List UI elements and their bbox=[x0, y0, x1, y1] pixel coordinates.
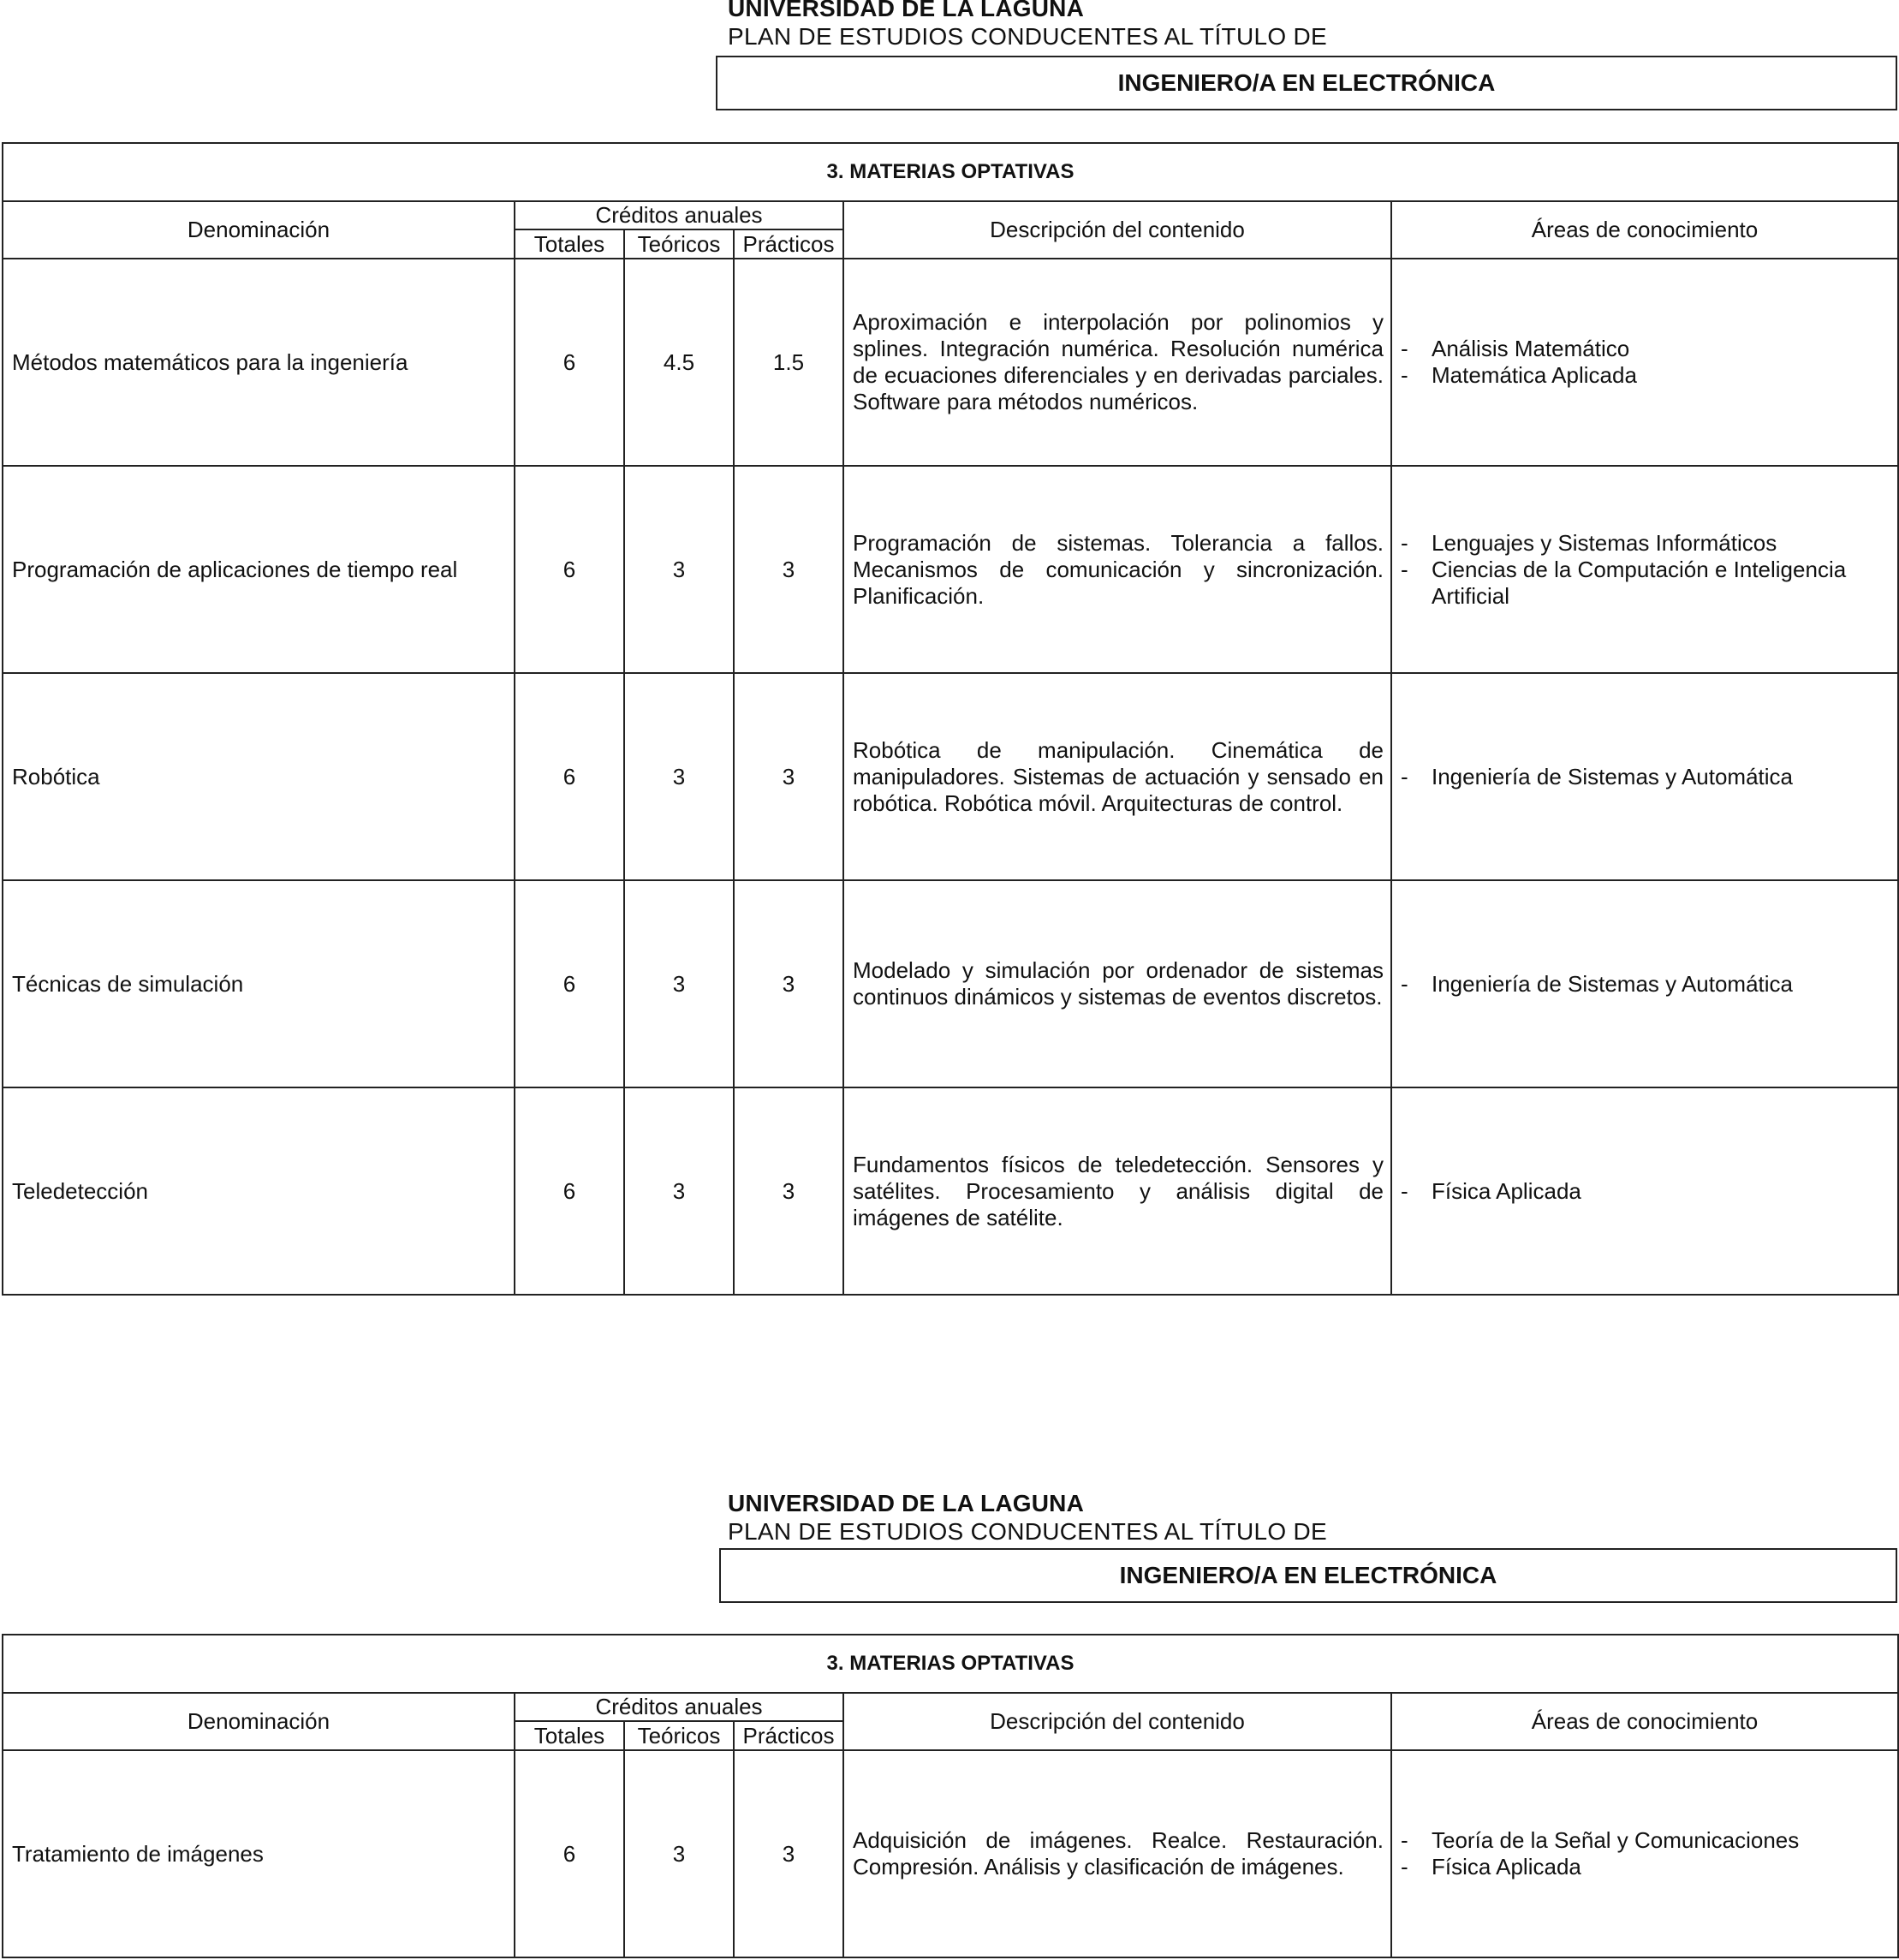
subject-description: Fundamentos físicos de teledetección. Sensores y satélites. Procesamiento y análisis digital de imágenes de satélite. bbox=[843, 1087, 1391, 1295]
col-creditos: Créditos anuales bbox=[515, 201, 843, 229]
subject-description: Robótica de manipulación. Cinemática de manipuladores. Sistemas de actuación y sensado en robótica. Robótica móvil. Arquitecturas de control. bbox=[843, 673, 1391, 880]
table-row bbox=[3, 1750, 1898, 1957]
subject-name: Programación de aplicaciones de tiempo real bbox=[3, 466, 515, 673]
credits-practice: 3 bbox=[734, 880, 843, 1087]
credits-theory: 3 bbox=[624, 673, 734, 880]
area-item: - Análisis Matemático bbox=[1401, 336, 1897, 362]
degree-title: INGENIERO/A EN ELECTRÓNICA bbox=[716, 56, 1897, 110]
credits-total: 6 bbox=[515, 1087, 624, 1295]
credits-theory: 3 bbox=[624, 466, 734, 673]
col-descripcion: Descripción del contenido bbox=[843, 201, 1391, 259]
subject-name: Teledetección bbox=[3, 1087, 515, 1295]
credits-total: 6 bbox=[515, 259, 624, 466]
credits-practice: 3 bbox=[734, 673, 843, 880]
subject-description: Programación de sistemas. Tolerancia a fallos. Mecanismos de comunicación y sincronización. Planificación. bbox=[843, 466, 1391, 673]
col-areas: Áreas de conocimiento bbox=[1391, 201, 1898, 259]
credits-theory: 4.5 bbox=[624, 259, 734, 466]
col-denominacion: Denominación bbox=[3, 1693, 515, 1750]
subjects-table bbox=[2, 142, 1899, 1296]
knowledge-areas bbox=[1391, 1087, 1898, 1295]
university-name: UNIVERSIDAD DE LA LAGUNA bbox=[728, 0, 1084, 21]
col-teoricos: Teóricos bbox=[624, 229, 734, 259]
credits-total: 6 bbox=[515, 880, 624, 1087]
subjects-table bbox=[2, 1634, 1899, 1958]
area-item: - Ciencias de la Computación e Inteligencia Artificial bbox=[1401, 557, 1897, 610]
subject-name: Tratamiento de imágenes bbox=[3, 1750, 515, 1957]
table-row bbox=[3, 259, 1898, 466]
section-title: 3. MATERIAS OPTATIVAS bbox=[3, 1635, 1898, 1693]
area-item: - Ingeniería de Sistemas y Automática bbox=[1401, 764, 1897, 790]
col-totales: Totales bbox=[515, 1721, 624, 1750]
credits-theory: 3 bbox=[624, 880, 734, 1087]
col-teoricos: Teóricos bbox=[624, 1721, 734, 1750]
knowledge-areas bbox=[1391, 880, 1898, 1087]
col-descripcion: Descripción del contenido bbox=[843, 1693, 1391, 1750]
area-item: - Física Aplicada bbox=[1401, 1178, 1897, 1205]
credits-theory: 3 bbox=[624, 1087, 734, 1295]
col-denominacion: Denominación bbox=[3, 201, 515, 259]
credits-practice: 1.5 bbox=[734, 259, 843, 466]
knowledge-areas bbox=[1391, 1750, 1898, 1957]
degree-title: INGENIERO/A EN ELECTRÓNICA bbox=[719, 1548, 1897, 1603]
area-item: - Lenguajes y Sistemas Informáticos bbox=[1401, 530, 1897, 557]
credits-total: 6 bbox=[515, 1750, 624, 1957]
table-row bbox=[3, 1087, 1898, 1295]
section-title: 3. MATERIAS OPTATIVAS bbox=[3, 143, 1898, 201]
col-areas: Áreas de conocimiento bbox=[1391, 1693, 1898, 1750]
university-name: UNIVERSIDAD DE LA LAGUNA bbox=[728, 1490, 1084, 1516]
subject-name: Técnicas de simulación bbox=[3, 880, 515, 1087]
credits-total: 6 bbox=[515, 673, 624, 880]
table-row bbox=[3, 466, 1898, 673]
credits-total: 6 bbox=[515, 466, 624, 673]
area-item: - Física Aplicada bbox=[1401, 1854, 1897, 1880]
subject-description: Modelado y simulación por ordenador de sistemas continuos dinámicos y sistemas de eventos discretos. bbox=[843, 880, 1391, 1087]
page-header bbox=[728, 0, 1327, 51]
col-creditos: Créditos anuales bbox=[515, 1693, 843, 1721]
knowledge-areas bbox=[1391, 466, 1898, 673]
credits-practice: 3 bbox=[734, 1087, 843, 1295]
table-row bbox=[3, 673, 1898, 880]
col-practicos: Prácticos bbox=[734, 1721, 843, 1750]
knowledge-areas bbox=[1391, 673, 1898, 880]
plan-line: PLAN DE ESTUDIOS CONDUCENTES AL TÍTULO DE bbox=[728, 1518, 1327, 1545]
credits-practice: 3 bbox=[734, 1750, 843, 1957]
area-item: - Ingeniería de Sistemas y Automática bbox=[1401, 971, 1897, 998]
credits-practice: 3 bbox=[734, 466, 843, 673]
credits-theory: 3 bbox=[624, 1750, 734, 1957]
plan-line: PLAN DE ESTUDIOS CONDUCENTES AL TÍTULO DE bbox=[728, 23, 1327, 50]
subject-description: Aproximación e interpolación por polinomios y splines. Integración numérica. Resolución numérica de ecuaciones diferenciales y en derivadas parciales. Software para métodos numéricos. bbox=[843, 259, 1391, 466]
subject-description: Adquisición de imágenes. Realce. Restauración. Compresión. Análisis y clasificación de imágenes. bbox=[843, 1750, 1391, 1957]
subject-name: Métodos matemáticos para la ingeniería bbox=[3, 259, 515, 466]
col-practicos: Prácticos bbox=[734, 229, 843, 259]
area-item: - Teoría de la Señal y Comunicaciones bbox=[1401, 1827, 1897, 1854]
page-header bbox=[728, 1490, 1327, 1546]
table-row bbox=[3, 880, 1898, 1087]
knowledge-areas bbox=[1391, 259, 1898, 466]
area-item: - Matemática Aplicada bbox=[1401, 362, 1897, 389]
col-totales: Totales bbox=[515, 229, 624, 259]
subject-name: Robótica bbox=[3, 673, 515, 880]
